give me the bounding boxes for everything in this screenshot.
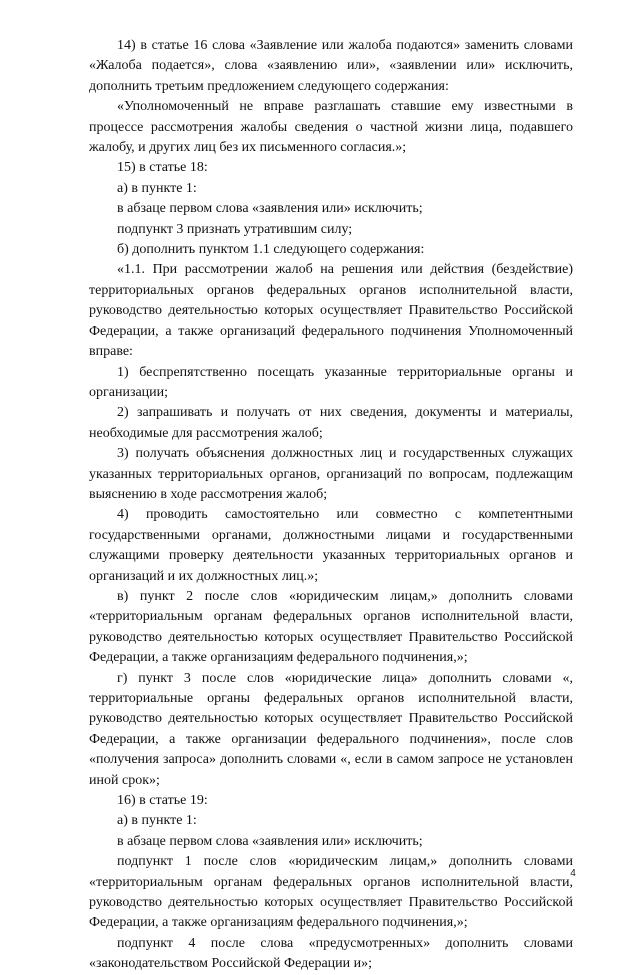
paragraph-18-item-g: г) пункт 3 после слов «юридические лица» дополнить словами «, территориальные органы федеральных органов исполнительной власти, руководство деятельностью которых осуществляет Правительство Российской Федерации, а также организации федерального подчинения», после слов «получения запроса» дополнить словами «, если в самом запросе не установлен иной срок»; [89,670,573,788]
paragraph-article-18: 15) в статье 18: [117,160,208,176]
paragraph-article-19: 16) в статье 19: [117,793,208,809]
paragraph-article-16: 14) в статье 16 слова «Заявление или жалоба подаются» заменить словами «Жалоба подается», слова «заявлению или», «заявлении или» исключить, дополнить третьим предложением следующего содержания: [89,38,573,94]
paragraph-point-1-1: «1.1. При рассмотрении жалоб на решения или действия (бездействие) территориальных органов федеральных органов исполнительной власти, руководство деятельностью которых осуществляет Правительство Российской Федерации, а также организаций федерального подчинения Уполномоченный вправе: [89,262,573,360]
paragraph-18-item-b: б) дополнить пунктом 1.1 следующего содержания: [117,242,425,258]
paragraph-19-item-a: а) в пункте 1: [117,813,197,829]
paragraph-18-first-abstract: в абзаце первом слова «заявления или» исключить; [117,201,423,217]
paragraph-19-subitem-4: подпункт 4 после слова «предусмотренных» дополнить словами «законодательством Российской Федерации и»; [89,935,573,972]
document-body [89,36,573,975]
paragraph-19-first-abstract: в абзаце первом слова «заявления или» исключить; [117,833,423,849]
paragraph-right-4: 4) проводить самостоятельно или совместно с компетентными государственными органами, должностными лицами и государственными служащими проверку деятельности указанных территориальных органов и организаций и их должностных лиц.»; [89,507,573,584]
page-number: 4 [570,868,576,879]
paragraph-18-subitem-3: подпункт 3 признать утратившим силу; [117,221,353,237]
paragraph-right-1: 1) беспрепятственно посещать указанные территориальные органы и организации; [89,364,573,400]
paragraph-ombudsman-confidentiality: «Уполномоченный не вправе разглашать ставшие ему известными в процессе рассмотрения жалобы сведения о частной жизни лица, подавшего жалобу, и других лиц без их письменного согласия.»; [89,99,573,156]
paragraph-18-item-v: в) пункт 2 после слов «юридическим лицам,» дополнить словами «территориальным органам федеральных органов исполнительной власти, руководство деятельностью которых осуществляет Правительство Российской Федерации, а также организациям федерального подчинения,»; [89,588,573,666]
paragraph-18-item-a: а) в пункте 1: [117,180,197,196]
paragraph-right-3: 3) получать объяснения должностных лиц и государственных служащих указанных территориальных органов, организаций по вопросам, подлежащим выяснению в ходе рассмотрения жалоб; [89,446,573,502]
paragraph-19-subitem-1: подпункт 1 после слов «юридическим лицам,» дополнить словами «территориальным органам федеральных органов исполнительной власти, руководство деятельностью которых осуществляет Правительство Российской Федерации, а также организациям федерального подчинения,»; [89,854,573,931]
paragraph-right-2: 2) запрашивать и получать от них сведения, документы и материалы, необходимые для рассмотрения жалоб; [89,405,573,441]
